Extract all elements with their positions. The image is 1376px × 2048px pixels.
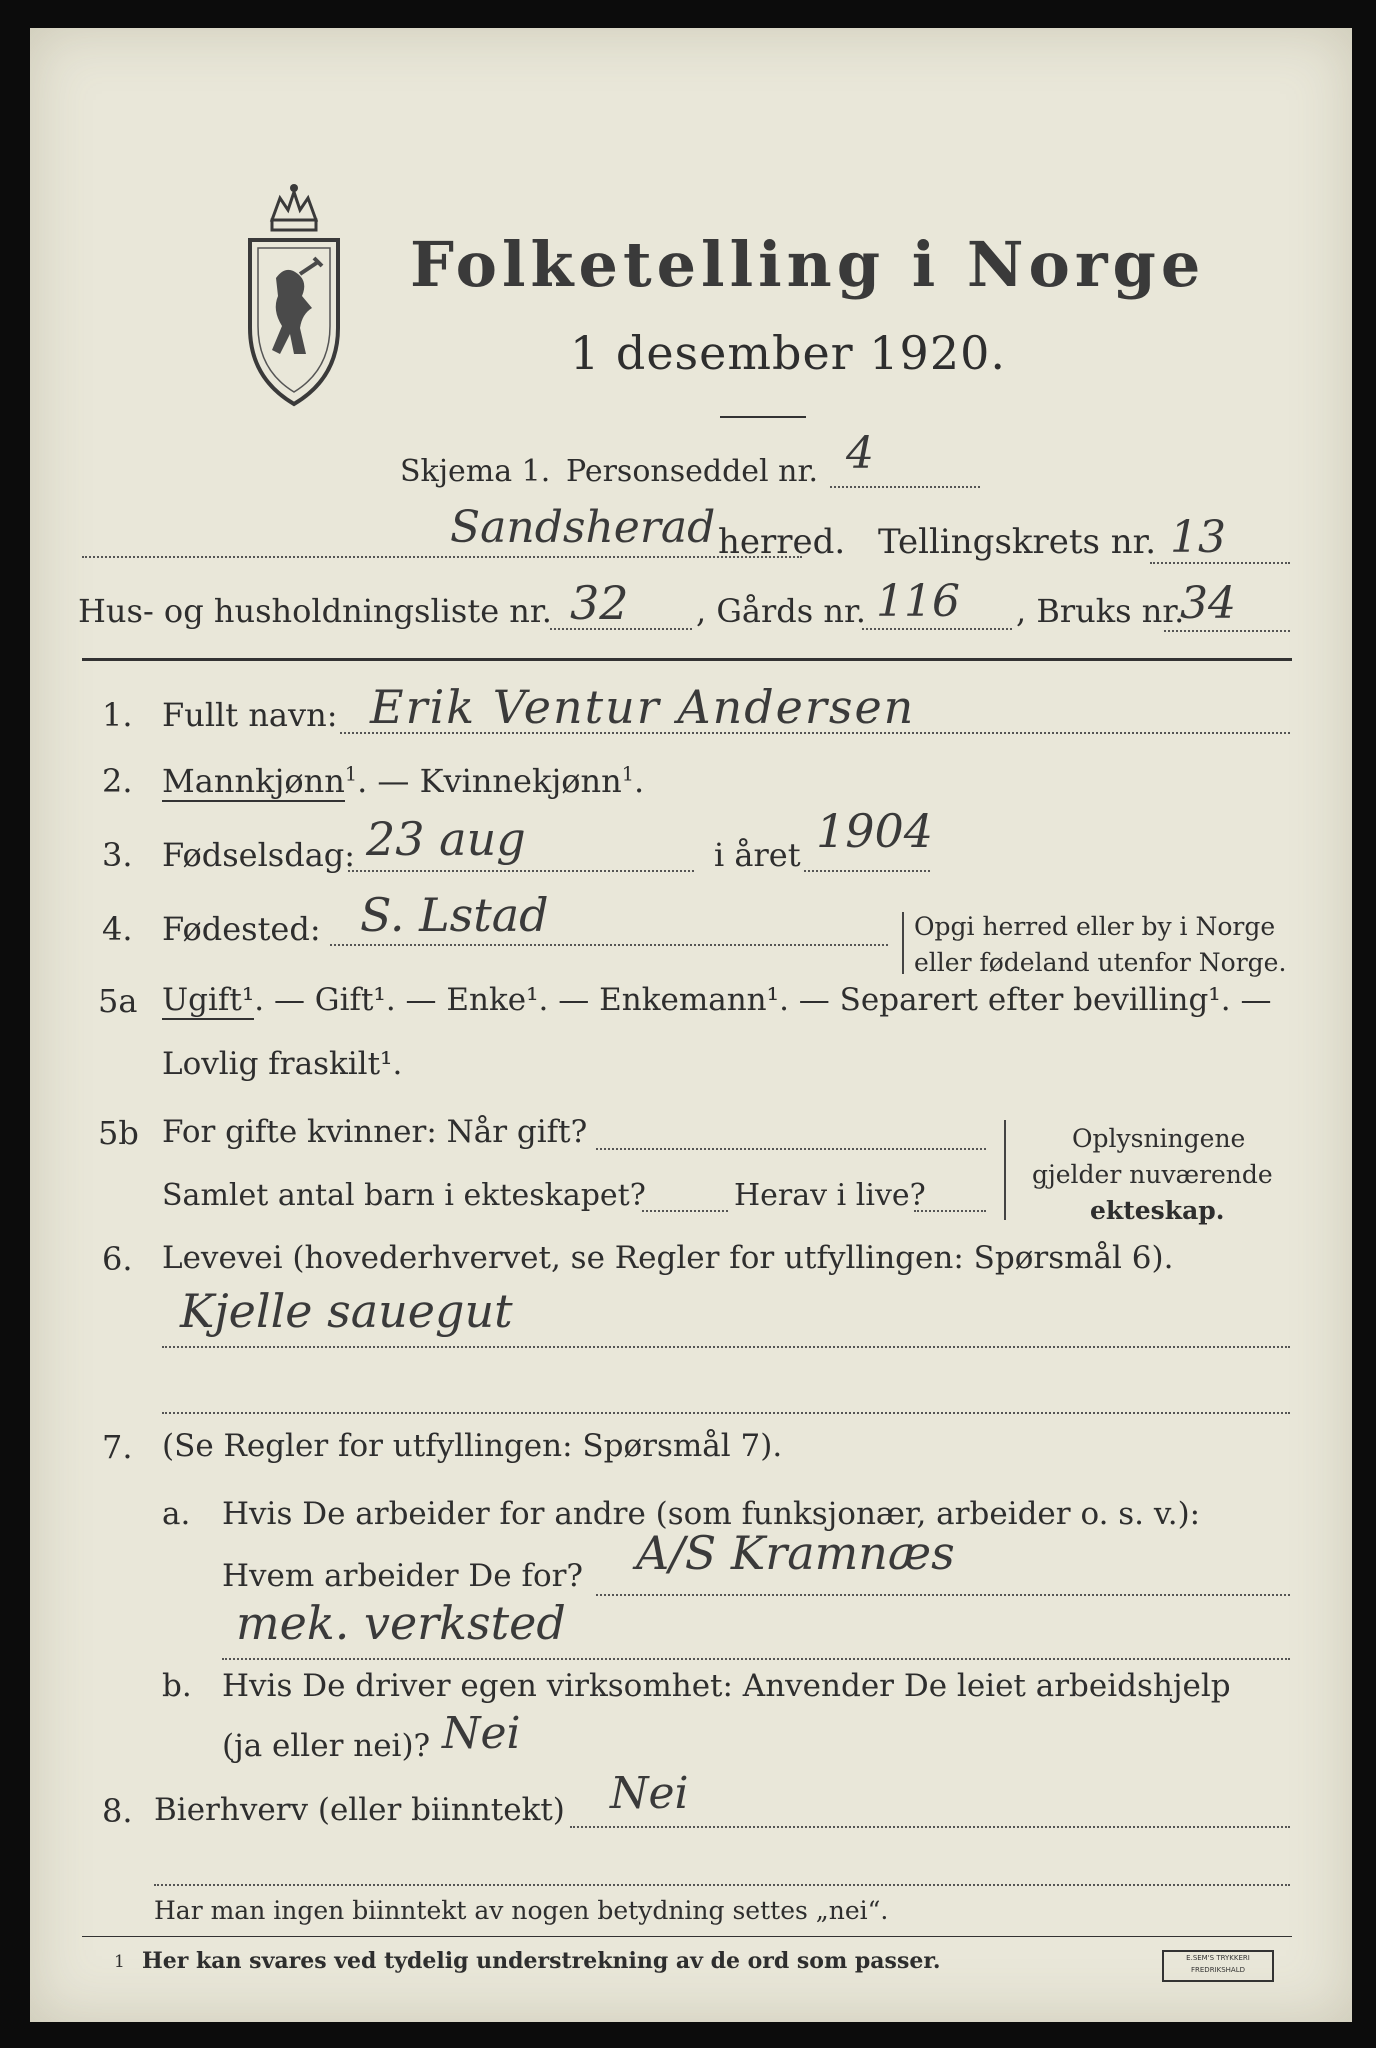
employer-value-1[interactable]: A/S Kramnæs [636, 1526, 955, 1580]
bruks-value[interactable]: 34 [1180, 578, 1236, 629]
q4-note-line2: eller fødeland utenfor Norge. [914, 948, 1287, 977]
hired-help-value[interactable]: Nei [442, 1708, 521, 1759]
q7b-label-cont: (ja eller nei)? [222, 1728, 431, 1764]
census-form-sheet [30, 28, 1352, 2022]
q8-label: Bierhverv (eller biinntekt) [154, 1792, 565, 1828]
herred-label: herred. [718, 522, 846, 562]
q5b-number: 5b [98, 1114, 139, 1152]
bruks-line [1164, 630, 1290, 632]
q5b-note-line3: ekteskap. [1090, 1196, 1225, 1225]
children-line [642, 1210, 728, 1212]
title-divider [720, 416, 806, 418]
footnote-marker: 1 [344, 762, 358, 786]
side-income-value[interactable]: Nei [610, 1768, 689, 1819]
q4-label: Fødested: [162, 910, 321, 948]
side-income-line-2 [154, 1884, 1290, 1886]
personseddel-label: Personseddel nr. [566, 454, 819, 489]
q2-number: 2. [102, 762, 133, 800]
q8-number: 8. [102, 1792, 133, 1830]
husliste-value[interactable]: 32 [570, 576, 629, 630]
printer-stamp-line1: E.SEM'S TRYKKERI [1186, 1954, 1250, 1962]
side-income-note: Har man ingen biinntekt av nogen betydning settes „nei“. [154, 1896, 889, 1925]
form-title: Folketelling i Norge [410, 228, 1206, 301]
q2-gender-options [162, 762, 644, 800]
birthyear-value[interactable]: 1904 [816, 804, 934, 858]
gender-male-option[interactable]: Mannkjønn [162, 762, 345, 800]
printer-stamp [1162, 1950, 1274, 1982]
skjema-label: Skjema 1. [400, 454, 551, 489]
when-married-line [596, 1148, 986, 1150]
norwegian-coat-of-arms-icon [242, 178, 346, 408]
marital-status-options-cont[interactable]: Lovlig fraskilt¹. [162, 1046, 403, 1082]
alive-line [914, 1210, 986, 1212]
personseddel-value[interactable]: 4 [846, 428, 874, 479]
q2-separator: . — [357, 762, 420, 800]
gards-line [862, 628, 1012, 630]
occupation-line-2 [162, 1412, 1290, 1414]
side-income-line [570, 1826, 1290, 1828]
q7b-letter: b. [162, 1668, 192, 1704]
employer-line-1 [596, 1594, 1290, 1596]
bruks-label: , Bruks nr. [1016, 592, 1185, 630]
marital-status-options[interactable]: Ugift¹. — Gift¹. — Enke¹. — Enkemann¹. — Separert efter bevilling¹. — [162, 982, 1272, 1018]
occupation-line-1 [162, 1346, 1290, 1348]
birthdate-line [348, 870, 694, 872]
q5b-children-label: Samlet antal barn i ekteskapet? [162, 1178, 646, 1213]
q6-label: Levevei (hovederhvervet, se Regler for utfyllingen: Spørsmål 6). [162, 1240, 1174, 1276]
employer-value-2[interactable]: mek. verksted [236, 1596, 566, 1650]
q5b-note-line1: Oplysningene [1072, 1124, 1246, 1153]
q7b-label: Hvis De driver egen virksomhet: Anvender De leiet arbeidshjelp [222, 1668, 1231, 1704]
ugift-underline [162, 1018, 254, 1020]
footnote-divider [82, 1936, 1292, 1937]
q7a-employer-label: Hvem arbeider De for? [222, 1558, 584, 1594]
q5b-alive-label: Herav i live? [734, 1178, 926, 1213]
husliste-label: Hus- og husholdningsliste nr. [78, 592, 552, 630]
q4-note-line1: Opgi herred eller by i Norge [914, 912, 1276, 941]
gards-value[interactable]: 116 [876, 576, 960, 627]
tellingskrets-label: Tellingskrets nr. [878, 522, 1157, 562]
form-date: 1 desember 1920. [570, 326, 1006, 380]
q1-label: Fullt navn: [162, 696, 338, 734]
herred-value[interactable]: Sandsherad [450, 502, 716, 553]
q4-note-bracket [902, 912, 912, 974]
q5b-when-married-label: For gifte kvinner: Når gift? [162, 1114, 588, 1150]
q7-number: 7. [102, 1428, 133, 1466]
printer-stamp-line2: FREDRIKSHALD [1190, 1966, 1245, 1974]
q3-year-label: i året [714, 836, 801, 874]
q5b-note-line2: gjelder nuværende [1032, 1160, 1273, 1189]
occupation-value[interactable]: Kjelle sauegut [180, 1284, 513, 1338]
q6-number: 6. [102, 1240, 133, 1278]
birthplace-value[interactable]: S. Lstad [360, 888, 549, 942]
footnote-number: 1 [114, 1952, 125, 1972]
employer-line-2 [222, 1658, 1290, 1660]
footnote-text: Her kan svares ved tydelig understrekning av de ord som passer. [142, 1948, 941, 1974]
q5b-note-bracket [1004, 1120, 1016, 1220]
q7a-letter: a. [162, 1496, 191, 1532]
q3-number: 3. [102, 836, 133, 874]
full-name-value[interactable]: Erik Ventur Andersen [370, 680, 916, 734]
personseddel-line [830, 486, 980, 488]
birthplace-line [330, 944, 888, 946]
tellingskrets-value[interactable]: 13 [1170, 512, 1226, 563]
herred-line [82, 556, 802, 558]
gender-female-option[interactable]: Kvinnekjønn [419, 762, 622, 800]
gards-label: , Gårds nr. [696, 592, 866, 630]
q1-number: 1. [102, 696, 133, 734]
q7-label: (Se Regler for utfyllingen: Spørsmål 7). [162, 1428, 783, 1464]
footnote-marker: 1 [621, 762, 634, 786]
header-divider [82, 658, 1292, 661]
q2-end: . [633, 762, 645, 800]
q4-number: 4. [102, 910, 133, 948]
q3-label: Fødselsdag: [162, 836, 356, 874]
birthyear-line [804, 870, 930, 872]
birthdate-value[interactable]: 23 aug [366, 812, 526, 866]
q7a-label: Hvis De arbeider for andre (som funksjonær, arbeider o. s. v.): [222, 1496, 1201, 1532]
q5a-number: 5a [98, 982, 138, 1020]
